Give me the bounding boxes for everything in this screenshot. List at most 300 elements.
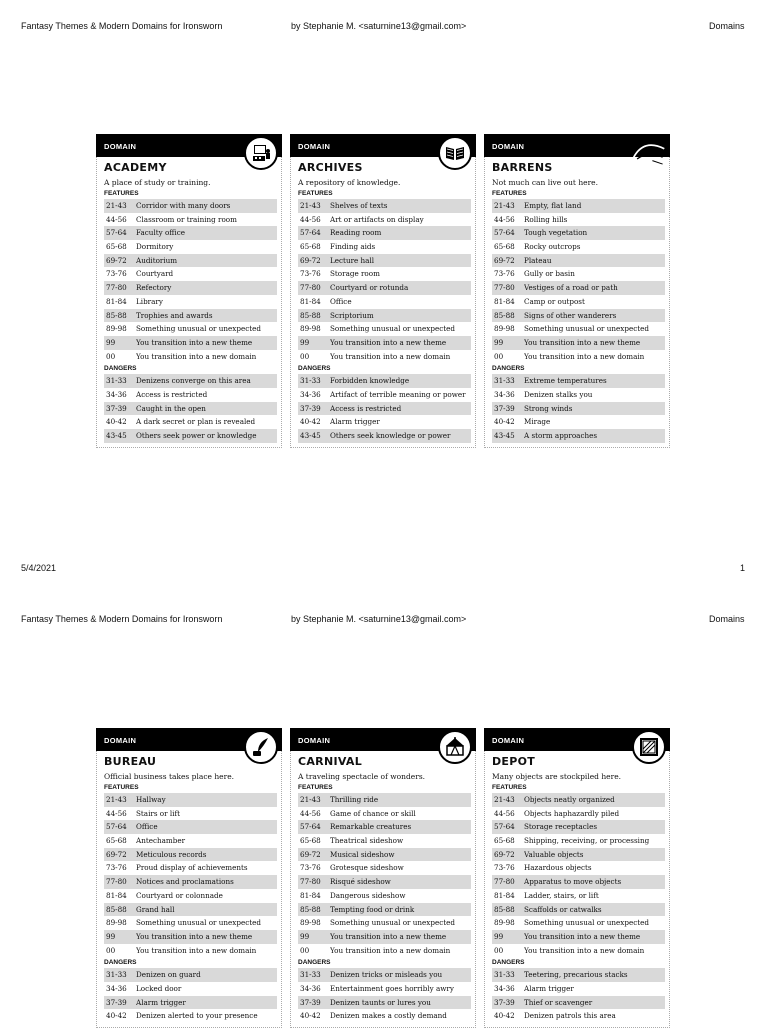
roll-range: 65-68 bbox=[494, 242, 515, 252]
result-text: Vestiges of a road or path bbox=[524, 283, 618, 293]
feature-row bbox=[298, 807, 471, 821]
result-text: Rocky outcrops bbox=[524, 242, 581, 252]
result-text: Tough vegetation bbox=[524, 228, 588, 238]
feature-row bbox=[492, 807, 665, 821]
danger-row bbox=[104, 388, 277, 402]
roll-range: 44-56 bbox=[494, 808, 515, 818]
roll-range: 34-36 bbox=[494, 983, 515, 993]
result-text: Corridor with many doors bbox=[136, 201, 231, 210]
feature-row bbox=[104, 834, 277, 848]
crate-icon bbox=[632, 730, 666, 764]
feature-row bbox=[104, 848, 277, 862]
result-text: Reading room bbox=[330, 228, 382, 238]
quill-inkwell-icon bbox=[244, 730, 278, 764]
feature-row bbox=[104, 350, 277, 364]
result-text: Denizens converge on this area bbox=[136, 376, 251, 386]
roll-range: 43-45 bbox=[494, 431, 515, 440]
roll-range: 85-88 bbox=[106, 904, 127, 914]
dangers-heading: DANGERS bbox=[104, 365, 137, 373]
dangers-table bbox=[104, 968, 277, 1023]
dangers-heading: DANGERS bbox=[492, 959, 525, 967]
features-table bbox=[104, 199, 277, 363]
result-text: Proud display of achievements bbox=[136, 863, 248, 873]
result-text: Signs of other wanderers bbox=[524, 310, 617, 320]
card-title: ACADEMY bbox=[104, 161, 167, 174]
roll-range: 99 bbox=[494, 337, 504, 347]
card-description: Official business takes place here. bbox=[104, 772, 235, 781]
result-text: Art or artifacts on display bbox=[330, 214, 424, 224]
result-text: You transition into a new theme bbox=[524, 337, 641, 347]
feature-row bbox=[298, 889, 471, 903]
feature-row bbox=[298, 281, 471, 295]
roll-range: 69-72 bbox=[494, 849, 515, 859]
result-text: Forbidden knowledge bbox=[330, 376, 410, 386]
result-text: Artifact of terrible meaning or power bbox=[330, 389, 466, 399]
card-header-bar bbox=[484, 728, 670, 751]
danger-row bbox=[298, 1009, 471, 1023]
result-text: Grand hall bbox=[136, 904, 175, 914]
page-header bbox=[0, 614, 768, 628]
card-title: ARCHIVES bbox=[298, 161, 363, 174]
feature-row bbox=[298, 944, 471, 958]
card-kind-label: DOMAIN bbox=[104, 736, 137, 745]
feature-row bbox=[298, 322, 471, 336]
feature-row bbox=[492, 820, 665, 834]
result-text: Hallway bbox=[136, 795, 166, 804]
roll-range: 81-84 bbox=[494, 890, 515, 900]
feature-row bbox=[104, 861, 277, 875]
result-text: Thrilling ride bbox=[330, 795, 379, 804]
footer-date: 5/4/2021 bbox=[21, 563, 57, 573]
result-text: Dangerous sideshow bbox=[330, 890, 406, 900]
result-text: Dormitory bbox=[136, 242, 174, 252]
features-table bbox=[104, 793, 277, 957]
roll-range: 37-39 bbox=[106, 403, 127, 413]
result-text: You transition into a new theme bbox=[136, 931, 253, 941]
roll-range: 65-68 bbox=[494, 836, 515, 846]
roll-range: 73-76 bbox=[300, 269, 321, 279]
dangers-table bbox=[492, 968, 665, 1023]
roll-range: 57-64 bbox=[300, 228, 321, 238]
result-text: Courtyard bbox=[136, 269, 174, 279]
roll-range: 31-33 bbox=[106, 970, 127, 980]
result-text: You transition into a new domain bbox=[136, 945, 257, 955]
roll-range: 99 bbox=[106, 931, 116, 941]
result-text: You transition into a new domain bbox=[136, 351, 257, 361]
card-kind-label: DOMAIN bbox=[492, 142, 525, 151]
result-text: Alarm trigger bbox=[524, 983, 574, 993]
card-kind-label: DOMAIN bbox=[298, 736, 331, 745]
features-heading: FEATURES bbox=[104, 190, 139, 197]
danger-row bbox=[104, 968, 277, 982]
result-text: Access is restricted bbox=[136, 389, 208, 399]
roll-range: 34-36 bbox=[494, 389, 515, 399]
feature-row bbox=[104, 793, 277, 807]
roll-range: 00 bbox=[300, 351, 310, 361]
header-author: by Stephanie M. <saturnine13@gmail.com> bbox=[291, 21, 467, 31]
roll-range: 57-64 bbox=[494, 822, 515, 832]
roll-range: 21-43 bbox=[300, 795, 321, 804]
result-text: Caught in the open bbox=[136, 403, 206, 413]
result-text: Valuable objects bbox=[524, 849, 584, 859]
result-text: Camp or outpost bbox=[524, 296, 585, 306]
danger-row bbox=[104, 415, 277, 429]
roll-range: 85-88 bbox=[300, 904, 321, 914]
card-title: BARRENS bbox=[492, 161, 553, 174]
features-heading: FEATURES bbox=[298, 784, 333, 791]
feature-row bbox=[104, 226, 277, 240]
roll-range: 65-68 bbox=[106, 836, 127, 846]
feature-row bbox=[104, 240, 277, 254]
result-text: Antechamber bbox=[136, 836, 186, 846]
feature-row bbox=[492, 295, 665, 309]
roll-range: 81-84 bbox=[106, 296, 127, 306]
roll-range: 21-43 bbox=[106, 201, 127, 210]
feature-row bbox=[104, 820, 277, 834]
roll-range: 89-98 bbox=[300, 918, 321, 928]
feature-row bbox=[492, 834, 665, 848]
features-table bbox=[298, 793, 471, 957]
roll-range: 40-42 bbox=[300, 1011, 321, 1021]
danger-row bbox=[492, 982, 665, 996]
feature-row bbox=[492, 213, 665, 227]
roll-range: 44-56 bbox=[300, 808, 321, 818]
header-section: Domains bbox=[709, 21, 745, 31]
roll-range: 99 bbox=[106, 337, 116, 347]
domain-card-carnival bbox=[290, 728, 476, 1028]
roll-range: 99 bbox=[494, 931, 504, 941]
roll-range: 44-56 bbox=[494, 214, 515, 224]
result-text: Denizen taunts or lures you bbox=[330, 997, 431, 1007]
classroom-icon bbox=[244, 136, 278, 170]
feature-row bbox=[298, 226, 471, 240]
result-text: Alarm trigger bbox=[136, 997, 186, 1007]
header-section: Domains bbox=[709, 614, 745, 624]
result-text: Storage room bbox=[330, 269, 380, 279]
roll-range: 34-36 bbox=[300, 389, 321, 399]
result-text: Courtyard or rotunda bbox=[330, 283, 409, 293]
roll-range: 44-56 bbox=[106, 214, 127, 224]
dangers-table bbox=[104, 374, 277, 442]
danger-row bbox=[104, 1009, 277, 1023]
result-text: Thief or scavenger bbox=[524, 997, 593, 1007]
danger-row bbox=[104, 402, 277, 416]
feature-row bbox=[104, 281, 277, 295]
feature-row bbox=[298, 916, 471, 930]
features-table bbox=[492, 793, 665, 957]
result-text: Plateau bbox=[524, 255, 552, 265]
feature-row bbox=[104, 213, 277, 227]
card-header-bar bbox=[96, 134, 282, 157]
result-text: Grotesque sideshow bbox=[330, 863, 404, 873]
card-description: A traveling spectacle of wonders. bbox=[298, 772, 426, 781]
feature-row bbox=[492, 793, 665, 807]
roll-range: 73-76 bbox=[494, 863, 515, 873]
card-description: Not much can live out here. bbox=[492, 178, 598, 187]
roll-range: 57-64 bbox=[106, 822, 127, 832]
open-book-icon bbox=[438, 136, 472, 170]
roll-range: 65-68 bbox=[106, 242, 127, 252]
roll-range: 40-42 bbox=[300, 417, 321, 427]
roll-range: 85-88 bbox=[106, 310, 127, 320]
result-text: Ladder, stairs, or lift bbox=[524, 890, 599, 900]
roll-range: 73-76 bbox=[494, 269, 515, 279]
card-description: Many objects are stockpiled here. bbox=[492, 772, 622, 781]
roll-range: 00 bbox=[106, 351, 116, 361]
roll-range: 57-64 bbox=[300, 822, 321, 832]
danger-row bbox=[492, 402, 665, 416]
result-text: Apparatus to move objects bbox=[524, 877, 622, 887]
result-text: Lecture hall bbox=[330, 255, 375, 265]
feature-row bbox=[492, 861, 665, 875]
card-description: A repository of knowledge. bbox=[298, 178, 401, 187]
result-text: Access is restricted bbox=[330, 403, 402, 413]
feature-row bbox=[492, 281, 665, 295]
roll-range: 40-42 bbox=[494, 1011, 515, 1021]
roll-range: 99 bbox=[300, 931, 310, 941]
roll-range: 40-42 bbox=[106, 1011, 127, 1021]
danger-row bbox=[492, 388, 665, 402]
result-text: Locked door bbox=[136, 983, 182, 993]
result-text: You transition into a new theme bbox=[330, 931, 447, 941]
features-table bbox=[298, 199, 471, 363]
roll-range: 31-33 bbox=[300, 970, 321, 980]
features-heading: FEATURES bbox=[492, 784, 527, 791]
hills-icon bbox=[632, 136, 666, 170]
result-text: A storm approaches bbox=[524, 431, 598, 440]
feature-row bbox=[492, 322, 665, 336]
result-text: Objects neatly organized bbox=[524, 795, 615, 804]
danger-row bbox=[298, 388, 471, 402]
roll-range: 77-80 bbox=[494, 283, 515, 293]
dangers-heading: DANGERS bbox=[298, 365, 331, 373]
result-text: Finding aids bbox=[330, 242, 376, 252]
card-header-bar bbox=[484, 134, 670, 157]
footer-page-number: 1 bbox=[740, 563, 746, 573]
feature-row bbox=[104, 267, 277, 281]
result-text: Scaffolds or catwalks bbox=[524, 904, 602, 914]
feature-row bbox=[104, 295, 277, 309]
result-text: Rolling hills bbox=[524, 214, 568, 224]
result-text: Something unusual or unexpected bbox=[136, 918, 261, 928]
roll-range: 85-88 bbox=[494, 904, 515, 914]
feature-row bbox=[298, 267, 471, 281]
domain-card-bureau bbox=[96, 728, 282, 1028]
result-text: Office bbox=[136, 822, 158, 832]
feature-row bbox=[492, 199, 665, 213]
result-text: Trophies and awards bbox=[136, 310, 213, 320]
roll-range: 37-39 bbox=[300, 997, 321, 1007]
result-text: Auditorium bbox=[136, 255, 178, 265]
roll-range: 73-76 bbox=[106, 269, 127, 279]
feature-row bbox=[492, 916, 665, 930]
feature-row bbox=[298, 199, 471, 213]
card-kind-label: DOMAIN bbox=[492, 736, 525, 745]
features-table bbox=[492, 199, 665, 363]
feature-row bbox=[104, 322, 277, 336]
roll-range: 44-56 bbox=[300, 214, 321, 224]
danger-row bbox=[492, 415, 665, 429]
danger-row bbox=[492, 968, 665, 982]
roll-range: 21-43 bbox=[494, 201, 515, 210]
result-text: Empty, flat land bbox=[524, 201, 582, 210]
feature-row bbox=[298, 793, 471, 807]
result-text: Shelves of texts bbox=[330, 201, 388, 210]
danger-row bbox=[104, 374, 277, 388]
feature-row bbox=[104, 336, 277, 350]
result-text: You transition into a new theme bbox=[136, 337, 253, 347]
roll-range: 40-42 bbox=[106, 417, 127, 427]
domain-card-barrens bbox=[484, 134, 670, 448]
result-text: Teetering, precarious stacks bbox=[524, 970, 628, 980]
roll-range: 40-42 bbox=[494, 417, 515, 427]
roll-range: 89-98 bbox=[106, 918, 127, 928]
feature-row bbox=[104, 807, 277, 821]
result-text: A dark secret or plan is revealed bbox=[136, 417, 256, 427]
domain-card-depot bbox=[484, 728, 670, 1028]
roll-range: 43-45 bbox=[300, 431, 321, 440]
feature-row bbox=[492, 240, 665, 254]
result-text: Courtyard or colonnade bbox=[136, 890, 223, 900]
roll-range: 69-72 bbox=[300, 849, 321, 859]
card-kind-label: DOMAIN bbox=[104, 142, 137, 151]
danger-row bbox=[298, 968, 471, 982]
result-text: Alarm trigger bbox=[330, 417, 380, 427]
roll-range: 73-76 bbox=[300, 863, 321, 873]
domain-card-academy bbox=[96, 134, 282, 448]
roll-range: 00 bbox=[106, 945, 116, 955]
header-doc-title: Fantasy Themes & Modern Domains for Ironsworn bbox=[21, 21, 223, 31]
result-text: Tempting food or drink bbox=[330, 904, 415, 914]
result-text: Gully or basin bbox=[524, 269, 575, 279]
result-text: You transition into a new domain bbox=[524, 945, 645, 955]
roll-range: 77-80 bbox=[494, 877, 515, 887]
card-header-bar bbox=[290, 728, 476, 751]
roll-range: 57-64 bbox=[494, 228, 515, 238]
tent-icon bbox=[438, 730, 472, 764]
feature-row bbox=[492, 254, 665, 268]
feature-row bbox=[104, 903, 277, 917]
danger-row bbox=[492, 1009, 665, 1023]
danger-row bbox=[492, 996, 665, 1010]
feature-row bbox=[298, 254, 471, 268]
danger-row bbox=[104, 429, 277, 443]
feature-row bbox=[298, 820, 471, 834]
feature-row bbox=[104, 875, 277, 889]
result-text: Entertainment goes horribly awry bbox=[330, 983, 454, 993]
result-text: Extreme temperatures bbox=[524, 376, 607, 386]
feature-row bbox=[492, 944, 665, 958]
roll-range: 31-33 bbox=[300, 376, 321, 386]
roll-range: 37-39 bbox=[106, 997, 127, 1007]
result-text: Strong winds bbox=[524, 403, 573, 413]
roll-range: 57-64 bbox=[106, 228, 127, 238]
roll-range: 21-43 bbox=[300, 201, 321, 210]
roll-range: 77-80 bbox=[106, 283, 127, 293]
card-title: DEPOT bbox=[492, 755, 536, 768]
danger-row bbox=[298, 415, 471, 429]
result-text: You transition into a new theme bbox=[524, 931, 641, 941]
roll-range: 31-33 bbox=[494, 970, 515, 980]
roll-range: 77-80 bbox=[300, 283, 321, 293]
result-text: Risqué sideshow bbox=[330, 877, 391, 887]
feature-row bbox=[492, 350, 665, 364]
feature-row bbox=[104, 309, 277, 323]
roll-range: 89-98 bbox=[494, 324, 515, 334]
dangers-heading: DANGERS bbox=[298, 959, 331, 967]
roll-range: 81-84 bbox=[494, 296, 515, 306]
feature-row bbox=[298, 861, 471, 875]
roll-range: 89-98 bbox=[300, 324, 321, 334]
result-text: Remarkable creatures bbox=[330, 822, 412, 832]
dangers-heading: DANGERS bbox=[104, 959, 137, 967]
roll-range: 00 bbox=[494, 945, 504, 955]
result-text: Denizen tricks or misleads you bbox=[330, 970, 443, 980]
feature-row bbox=[298, 903, 471, 917]
feature-row bbox=[492, 226, 665, 240]
result-text: Classroom or training room bbox=[136, 214, 237, 224]
feature-row bbox=[298, 350, 471, 364]
card-description: A place of study or training. bbox=[104, 178, 211, 187]
roll-range: 69-72 bbox=[106, 849, 127, 859]
roll-range: 85-88 bbox=[494, 310, 515, 320]
roll-range: 37-39 bbox=[300, 403, 321, 413]
result-text: Musical sideshow bbox=[330, 849, 395, 859]
roll-range: 81-84 bbox=[106, 890, 127, 900]
result-text: Denizen patrols this area bbox=[524, 1011, 616, 1021]
dangers-table bbox=[298, 374, 471, 442]
features-heading: FEATURES bbox=[492, 190, 527, 197]
feature-row bbox=[298, 848, 471, 862]
roll-range: 77-80 bbox=[300, 877, 321, 887]
result-text: Refectory bbox=[136, 283, 172, 293]
dangers-table bbox=[298, 968, 471, 1023]
page-header bbox=[0, 21, 768, 35]
roll-range: 69-72 bbox=[106, 255, 127, 265]
roll-range: 69-72 bbox=[494, 255, 515, 265]
result-text: Mirage bbox=[524, 417, 551, 427]
result-text: Others seek knowledge or power bbox=[330, 431, 451, 440]
feature-row bbox=[492, 903, 665, 917]
feature-row bbox=[104, 199, 277, 213]
card-kind-label: DOMAIN bbox=[298, 142, 331, 151]
result-text: Something unusual or unexpected bbox=[330, 324, 455, 334]
feature-row bbox=[298, 875, 471, 889]
feature-row bbox=[492, 889, 665, 903]
dangers-heading: DANGERS bbox=[492, 365, 525, 373]
roll-range: 21-43 bbox=[494, 795, 515, 804]
roll-range: 00 bbox=[494, 351, 504, 361]
roll-range: 31-33 bbox=[106, 376, 127, 386]
danger-row bbox=[298, 996, 471, 1010]
domain-card-archives bbox=[290, 134, 476, 448]
result-text: Others seek power or knowledge bbox=[136, 431, 257, 440]
result-text: Something unusual or unexpected bbox=[524, 324, 649, 334]
danger-row bbox=[298, 982, 471, 996]
roll-range: 81-84 bbox=[300, 890, 321, 900]
roll-range: 65-68 bbox=[300, 836, 321, 846]
features-heading: FEATURES bbox=[104, 784, 139, 791]
card-title: CARNIVAL bbox=[298, 755, 363, 768]
result-text: Hazardous objects bbox=[524, 863, 592, 873]
result-text: Library bbox=[136, 296, 163, 306]
roll-range: 44-56 bbox=[106, 808, 127, 818]
roll-range: 00 bbox=[300, 945, 310, 955]
danger-row bbox=[104, 982, 277, 996]
roll-range: 99 bbox=[300, 337, 310, 347]
feature-row bbox=[492, 848, 665, 862]
roll-range: 34-36 bbox=[300, 983, 321, 993]
